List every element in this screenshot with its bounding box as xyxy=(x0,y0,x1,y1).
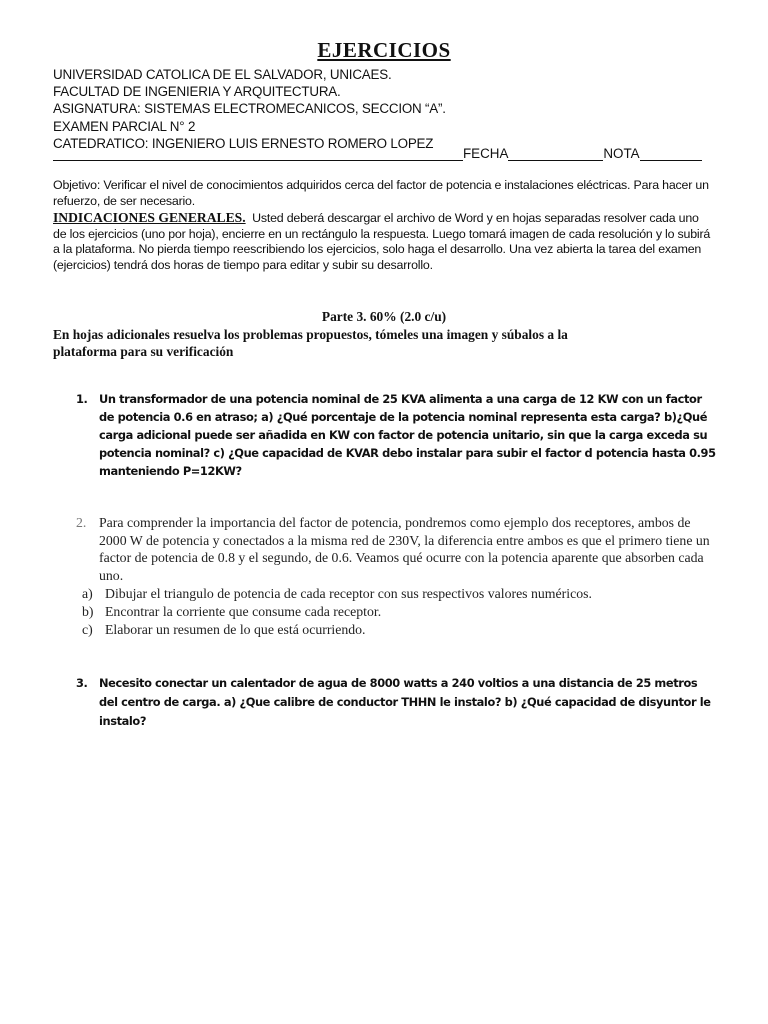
header-block xyxy=(53,66,723,152)
header-professor: CATEDRATICO: INGENIERO LUIS ERNESTO ROMERO LOPEZ xyxy=(53,135,434,151)
name-blank xyxy=(53,146,463,161)
question-number: 3. xyxy=(76,676,88,690)
fecha-blank xyxy=(508,146,603,161)
item-text: Encontrar la corriente que consume cada receptor. xyxy=(105,604,382,619)
item-label: c) xyxy=(82,622,93,637)
question-2-item-a xyxy=(82,585,702,603)
nota-label: NOTA xyxy=(603,146,640,161)
question-text: Para comprender la importancia del factor de potencia, pondremos como ejemplo dos receptores, ambos de 2000 W de potencia y conectados a la misma red de 230V, la diferencia entre ambos es que el primero tiene un factor de potencia de 0.8 y el segundo, de 0.6. Veamos qué ocurre con la potencia aparente que absorben cada uno. xyxy=(99,515,710,584)
question-3 xyxy=(76,674,716,731)
general-instructions xyxy=(53,210,715,273)
question-2-item-b xyxy=(82,603,702,621)
objective-paragraph: Objetivo: Verificar el nivel de conocimientos adquiridos cerca del factor de potencia e instalaciones eléctricas. Para hacer un refuerzo, de ser necesario. xyxy=(53,178,709,208)
document-title: EJERCICIOS xyxy=(317,38,451,62)
question-2-item-c xyxy=(82,621,702,639)
question-number: 1. xyxy=(76,392,88,406)
item-label: b) xyxy=(82,604,94,619)
part-instructions: En hojas adicionales resuelva los problemas propuestos, tómeles una imagen y súbalos a la plataforma para su verificación xyxy=(53,327,568,359)
instructions-heading: INDICACIONES GENERALES. xyxy=(53,210,246,225)
item-text: Dibujar el triangulo de potencia de cada receptor con sus respectivos valores numéricos. xyxy=(105,586,592,601)
question-number: 2. xyxy=(76,515,87,530)
item-label: a) xyxy=(82,586,93,601)
question-text: Necesito conectar un calentador de agua de 8000 watts a 240 voltios a una distancia de 25 metros del centro de carga. a) ¿Que calibre de conductor THHN le instalo? b) ¿Qué capacidad de disyuntor le instalo? xyxy=(99,676,711,728)
header-faculty: FACULTAD DE INGENIERIA Y ARQUITECTURA. xyxy=(53,84,341,100)
header-university: UNIVERSIDAD CATOLICA DE EL SALVADOR, UNICAES. xyxy=(53,67,392,82)
question-1 xyxy=(76,390,716,480)
header-exam: EXAMEN PARCIAL N° 2 xyxy=(53,118,196,134)
instructions-text: Usted deberá descargar el archivo de Word y en hojas separadas resolver cada uno de los ejercicios (uno por hoja), encierre en un rectángulo la respuesta. Luego tomará imagen de cada resolución y lo subirá a la plataforma. No pierda tiempo reescribiendo los ejercicios, solo haga el desarrollo. Una vez abierta la tarea del examen (ejercicios) tendrá dos horas de tiempo para editar y subir su desarrollo. xyxy=(53,211,711,272)
item-text: Elaborar un resumen de lo que está ocurriendo. xyxy=(105,622,366,637)
question-2 xyxy=(76,514,716,585)
header-subject: ASIGNATURA: SISTEMAS ELECTROMECANICOS, SECCION “A”. xyxy=(53,101,446,117)
nota-blank xyxy=(640,146,702,161)
fecha-label: FECHA xyxy=(463,146,509,161)
part-title: Parte 3. 60% (2.0 c/u) xyxy=(321,309,447,324)
name-date-grade-line xyxy=(53,146,713,161)
question-text: Un transformador de una potencia nominal de 25 KVA alimenta a una carga de 12 KW con un factor de potencia 0.6 en atraso; a) ¿Qué porcentaje de la potencia nominal representa esta carga? b)¿Qué carga adicional puede ser añadida en KW con factor de potencia unitario, sin que la carga exceda su potencia nominal? c) ¿Que capacidad de KVAR debo instalar para subir el factor d potencia hasta 0.95 manteniendo P=12KW? xyxy=(99,392,716,478)
